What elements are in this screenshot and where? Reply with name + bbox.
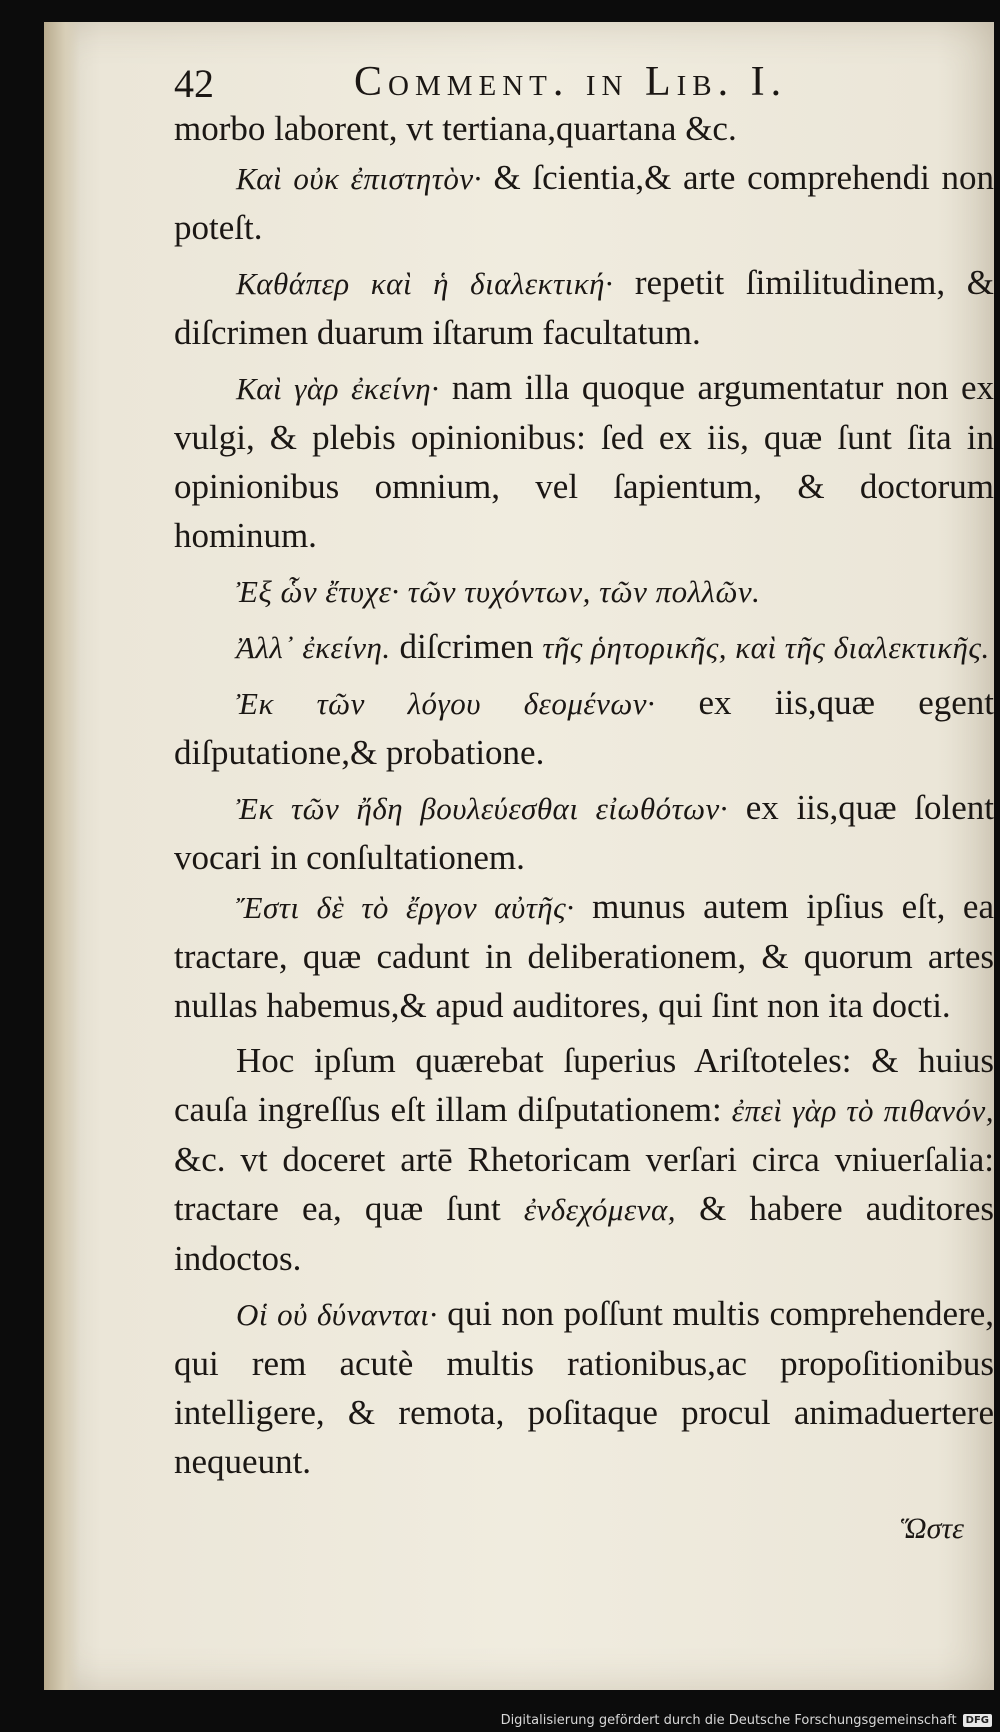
latin-text: & habere auditores indoctos. bbox=[174, 1189, 994, 1278]
greek-lemma: Οἱ οὐ δύνανται· bbox=[236, 1297, 438, 1332]
latin-text: munus autem ipſius eſt, ea tractare, quæ cadunt in deliberationem, & quorum artes nullas habemus,& apud auditores, qui ſint non ita docti. bbox=[174, 887, 994, 1025]
greek-lemma: Ἔστι δὲ τὸ ἔργον αὐτῆς· bbox=[236, 890, 575, 925]
latin-text: Hoc ipſum quærebat ſuperius Ariſtoteles: & huius cauſa ingreſſus eſt illam diſputationem: bbox=[174, 1041, 994, 1129]
greek-lemma: Καὶ οὐκ ἐπιστητὸν· bbox=[236, 161, 482, 196]
paragraph-2 bbox=[174, 258, 994, 357]
paragraph-0 bbox=[174, 104, 994, 153]
paragraph-1 bbox=[174, 153, 994, 252]
latin-text: morbo laborent, vt tertiana,quartana &c. bbox=[174, 109, 737, 148]
page-header bbox=[174, 52, 934, 112]
latin-text: ex iis,quæ ſolent vocari in conſultationem. bbox=[174, 788, 994, 877]
paragraph-7 bbox=[174, 783, 994, 882]
latin-text: ex iis,quæ egent diſputatione,& probatione. bbox=[174, 683, 994, 772]
greek-lemma: Καὶ γὰρ ἐκείνη· bbox=[236, 371, 440, 406]
greek-lemma: Ἐκ τῶν ἤδη βουλεύεσθαι εἰωθότων· bbox=[236, 791, 729, 826]
latin-text: qui non poſſunt multis comprehendere, qui rem acutè multis rationibus,ac propoſitionibus intelligere, & remota, poſitaque procul animaduertere nequeunt. bbox=[174, 1294, 994, 1481]
paragraph-8 bbox=[174, 882, 994, 1030]
book-page bbox=[44, 22, 994, 1690]
greek-lemma: Καθάπερ καὶ ἡ διαλεκτική· bbox=[236, 266, 614, 301]
paragraph-9 bbox=[174, 1036, 994, 1283]
latin-text: repetit ſimilitudinem, & diſcrimen duarum iſtarum facultatum. bbox=[174, 263, 994, 352]
paragraph-5 bbox=[174, 622, 994, 672]
dfg-logo: DFG bbox=[963, 1714, 992, 1727]
greek-text: ἐνδεχόμενα, bbox=[523, 1192, 676, 1227]
latin-text: &c. vt doceret artē Rhetoricam verſari circa vniuerſalia: tractare ea, quæ ſunt bbox=[174, 1140, 994, 1228]
page-gutter bbox=[44, 22, 80, 1690]
latin-text: diſcrimen bbox=[399, 627, 534, 666]
paragraph-3 bbox=[174, 363, 994, 560]
greek-lemma: Ἐκ τῶν λόγου δεομένων· bbox=[236, 686, 656, 721]
page-number: 42 bbox=[174, 61, 214, 106]
paragraph-10 bbox=[174, 1289, 994, 1486]
catchword: Ὥστε bbox=[900, 1512, 964, 1545]
greek-text: ἐπεὶ γὰρ τὸ πιθανόν, bbox=[731, 1093, 994, 1128]
latin-text: & ſcientia,& arte comprehendi non poteſt. bbox=[174, 158, 994, 247]
greek-text: τῆς ῥητορικῆς, καὶ τῆς διαλεκτικῆς. bbox=[542, 630, 990, 665]
greek-lemma: Ἀλλ᾽ ἐκείνη. bbox=[236, 630, 391, 665]
paragraph-4 bbox=[174, 566, 994, 616]
running-title: Comment. in Lib. I. bbox=[354, 59, 788, 105]
greek-lemma: Ἐξ ὧν ἔτυχε· τῶν τυχόντων, τῶν πολλῶν. bbox=[236, 574, 761, 609]
credit-text: Digitalisierung gefördert durch die Deutsche Forschungsgemeinschaft bbox=[500, 1713, 957, 1728]
digitization-credit bbox=[501, 1713, 992, 1728]
latin-text: nam illa quoque argumentatur non ex vulgi, & plebis opinionibus: ſed ex iis, quæ ſunt ſita in opinionibus omnium, vel ſapientum, & doctorum hominum. bbox=[174, 368, 994, 555]
paragraph-6 bbox=[174, 678, 994, 777]
body-text bbox=[174, 104, 994, 1486]
